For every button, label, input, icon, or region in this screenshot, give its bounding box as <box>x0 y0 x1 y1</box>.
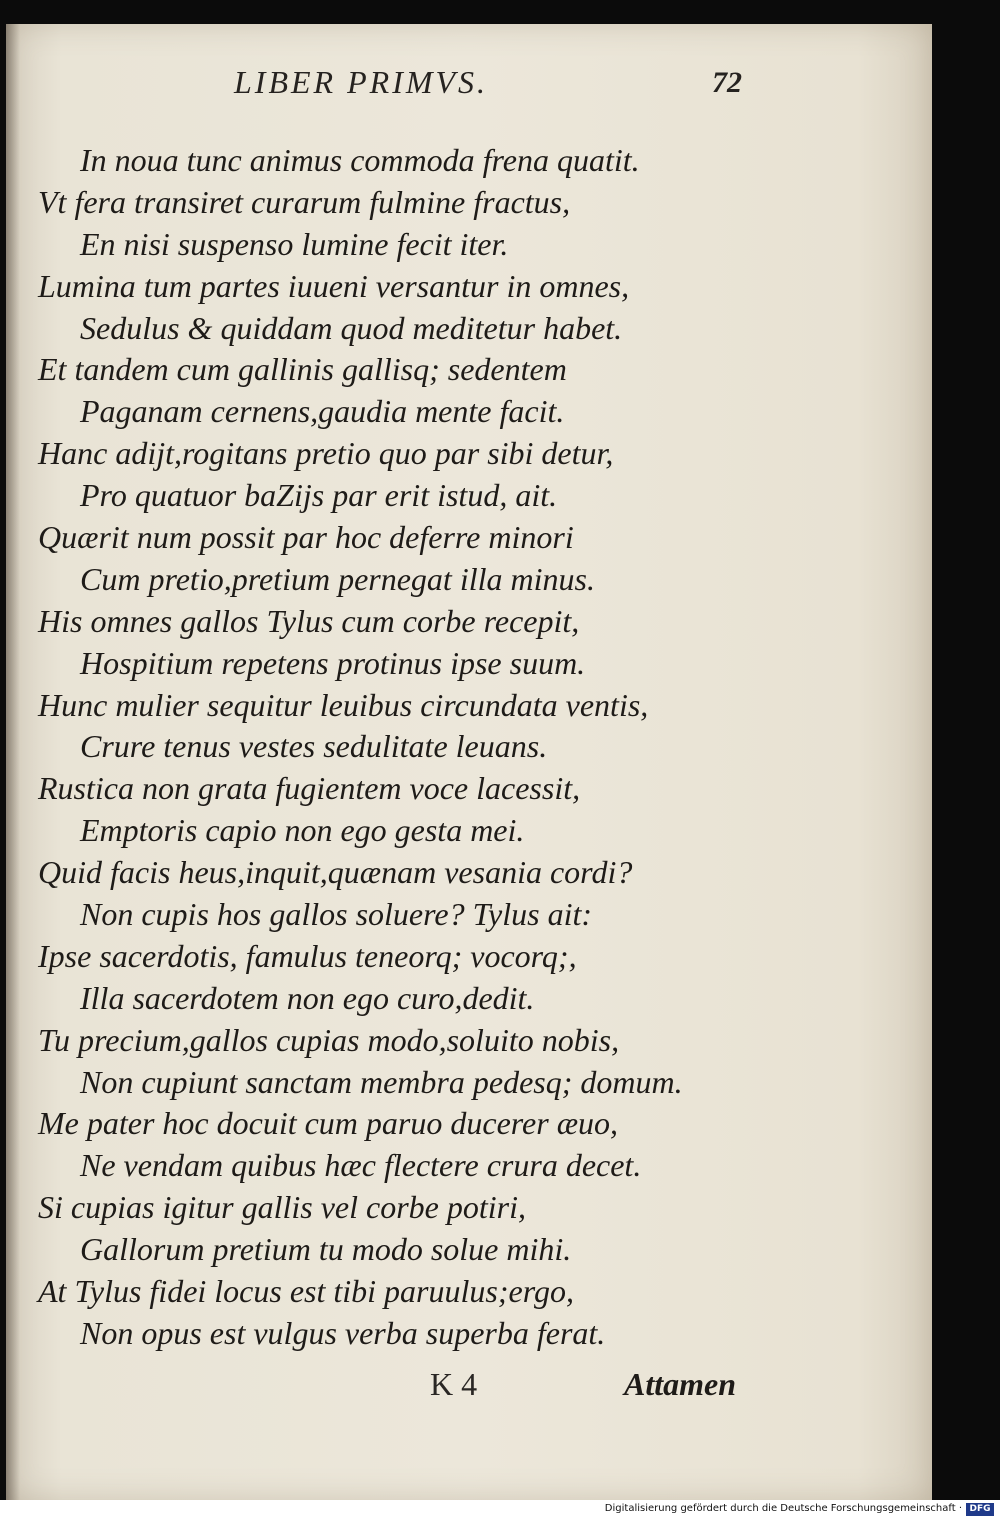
verse-line: Tu precium,gallos cupias modo,soluito nobis, <box>38 1021 620 1058</box>
signature-mark: K 4 <box>430 1366 478 1402</box>
verse-line: Hunc mulier sequitur leuibus circundata ventis, <box>38 686 649 723</box>
verse-line: Me pater hoc docuit cum paruo ducerer æuo, <box>38 1105 619 1142</box>
credit-bar <box>0 1500 1000 1520</box>
verse-line: Lumina tum partes iuueni versantur in omnes, <box>38 267 630 304</box>
verse-line: Illa sacerdotem non ego curo,dedit. <box>80 979 535 1016</box>
running-head: LIBER PRIMVS. <box>234 64 489 100</box>
verse-line: Quid facis heus,inquit,quænam vesania cordi? <box>38 854 633 891</box>
verse-line: Ipse sacerdotis, famulus teneorq; vocorq;, <box>38 937 577 974</box>
verse-line: Non opus est vulgus verba superba ferat. <box>80 1314 606 1351</box>
verse-line: Vt fera transiret curarum fulmine fractus, <box>38 183 571 220</box>
dfg-logo: DFG <box>966 1503 994 1516</box>
verse-line: En nisi suspenso lumine fecit iter. <box>80 225 509 262</box>
verse-line: Pro quatuor baZijs par erit istud, ait. <box>80 477 558 514</box>
verse-block <box>38 140 918 1355</box>
verse-line: Rustica non grata fugientem voce lacessit, <box>38 770 581 807</box>
verse-line: Cum pretio,pretium pernegat illa minus. <box>80 560 595 597</box>
verse-line: Non cupis hos gallos soluere? Tylus ait: <box>80 896 592 933</box>
verse-line: Gallorum pretium tu modo solue mihi. <box>80 1231 572 1268</box>
verse-line: In noua tunc animus commoda frena quatit. <box>80 142 640 178</box>
verse-line: Crure tenus vestes sedulitate leuans. <box>80 728 548 765</box>
verse-line: Ne vendam quibus hæc flectere crura decet. <box>80 1147 642 1184</box>
credit-text: Digitalisierung gefördert durch die Deutsche Forschungsgemeinschaft · <box>604 1503 962 1514</box>
spine-shadow <box>6 24 20 1500</box>
catchword: Attamen <box>624 1366 737 1402</box>
verse-line: Paganam cernens,gaudia mente facit. <box>80 393 565 430</box>
verse-line: Non cupiunt sanctam membra pedesq; domum. <box>80 1063 683 1100</box>
verse-line: Et tandem cum gallinis gallisq; sedentem <box>38 351 567 388</box>
verse-line: Hanc adijt,rogitans pretio quo par sibi detur, <box>38 435 614 472</box>
verse-line: Hospitium repetens protinus ipse suum. <box>80 644 586 681</box>
verse-line: Si cupias igitur gallis vel corbe potiri, <box>38 1189 526 1226</box>
verse-line: Emptoris capio non ego gesta mei. <box>80 812 525 849</box>
verse-line: His omnes gallos Tylus cum corbe recepit, <box>38 602 580 639</box>
verse-line: Quærit num possit par hoc deferre minori <box>38 519 574 556</box>
page-number: 72 <box>712 66 742 99</box>
verse-line: Sedulus & quiddam quod meditetur habet. <box>80 309 623 346</box>
verse-line: At Tylus fidei locus est tibi paruulus;ergo, <box>38 1273 574 1310</box>
